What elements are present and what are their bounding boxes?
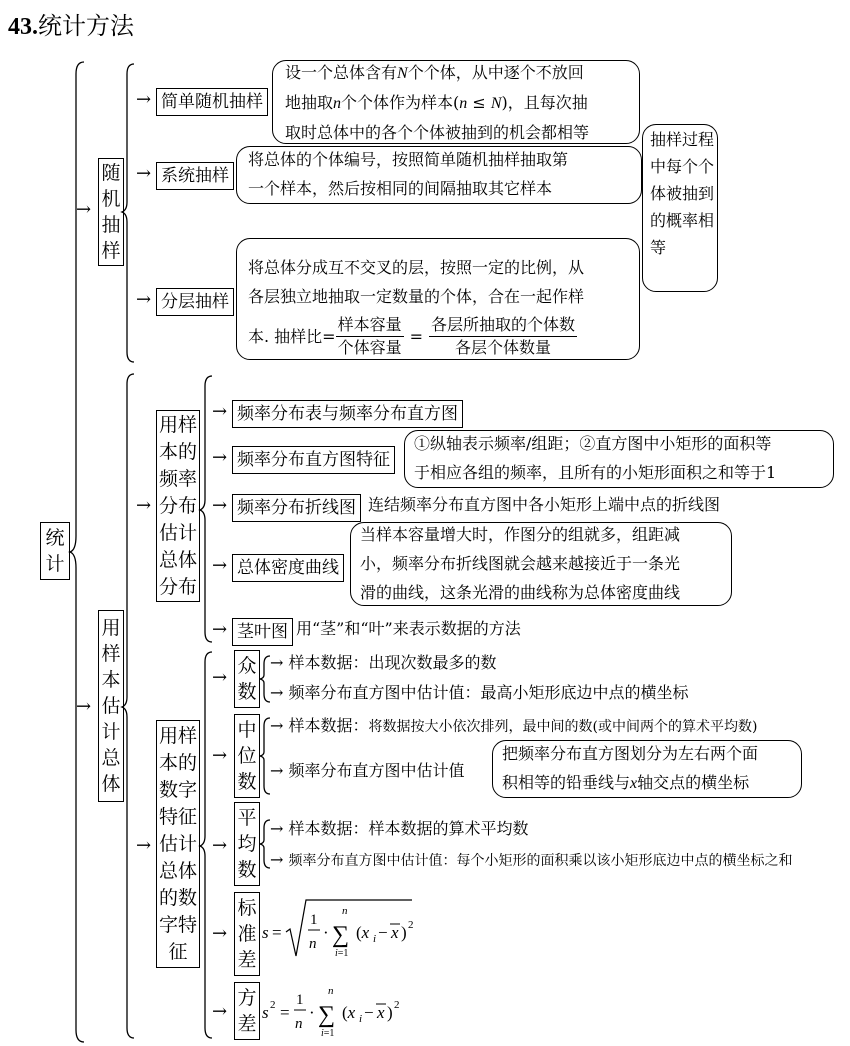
svg-text:2: 2: [408, 919, 414, 931]
std-formula: [260, 894, 420, 968]
svg-text:i: i: [359, 1013, 363, 1025]
median-hist: → 频率分布直方图中估计值: [270, 761, 465, 780]
svg-text:=: =: [280, 1003, 290, 1022]
ratio-eq: =: [409, 327, 424, 346]
arrow-dist-5: →: [212, 619, 228, 640]
median-sample: → 样本数据：将数据按大小依次排列，最中间的数(或中间两个的算术平均数): [270, 716, 758, 735]
mean-hist: → 频率分布直方图中估计值：每个小矩形的面积乘以该小矩形底边中点的横坐标之和: [270, 850, 793, 869]
arrow-sampling: →: [76, 199, 92, 220]
std-box: 标准差: [234, 892, 260, 976]
histogram-features-desc: [414, 429, 776, 487]
sampling-note: 抽样过程中每个个体被抽到的概率相等: [650, 130, 715, 257]
method-simple-desc: [285, 58, 589, 147]
arrow-method-1: →: [136, 89, 152, 110]
arrow-dist-3: →: [212, 495, 228, 516]
mean-box: 平均数: [234, 802, 260, 886]
density-line-2: 小，频率分布折线图就会越来越接近于一条光: [360, 554, 681, 573]
sampling-box: 随机抽样: [98, 158, 124, 266]
arrow-var: →: [212, 1001, 228, 1022]
freq-polygon: 频率分布折线图: [232, 494, 361, 522]
ratio-prefix: 本. 抽样比=: [248, 327, 336, 346]
freq-polygon-desc: 连结频率分布直方图中各小矩形上端中点的折线图: [368, 495, 721, 514]
arrow-estimate: →: [76, 696, 92, 717]
method-systematic: 系统抽样: [156, 162, 234, 190]
mean-sample: → 样本数据：样本数据的算术平均数: [270, 819, 529, 838]
median-box: 中位数: [234, 714, 260, 798]
page-title: 43.统计方法: [8, 12, 134, 40]
density-line-1: 当样本容量增大时，作图分的组就多，组距减: [360, 525, 681, 544]
svg-text:n: n: [309, 936, 317, 952]
svg-text:(x: (x: [342, 1003, 356, 1022]
svg-text:): ): [401, 923, 407, 942]
svg-text:2: 2: [270, 999, 276, 1011]
estimate-brace: [122, 372, 136, 1042]
median-hist-line-2: 积相等的铅垂线与x轴交点的横坐标: [502, 773, 750, 792]
arrow-std: →: [212, 923, 228, 944]
svg-text:): ): [387, 1003, 393, 1022]
hist-feature-line-1: ①纵轴表示频率/组距；②直方图中小矩形的面积等: [414, 434, 772, 453]
hist-feature-line-2: 于相应各组的频率，且所有的小矩形面积之和等于1: [414, 463, 777, 482]
ratio-fraction-1: $\frac{\text{样本容量}}{\text{个体容量}}$: [337, 315, 402, 357]
var-formula: [260, 980, 410, 1044]
svg-text:2: 2: [394, 999, 400, 1011]
arrow-method-3: →: [136, 289, 152, 310]
method-stratified: 分层抽样: [156, 288, 234, 316]
svg-text:1: 1: [296, 992, 304, 1008]
var-box: 方差: [234, 982, 260, 1040]
stratified-ratio: [248, 314, 577, 359]
estimate-box: 用样本估计总体: [98, 610, 124, 802]
svg-text:i: i: [373, 933, 377, 945]
ratio-fraction-2: $\frac{\text{各层所抽取的个体数}}{\text{各层个体数量}}$: [431, 315, 576, 357]
density-curve: 总体密度曲线: [232, 554, 344, 582]
root-box: 统计: [40, 522, 70, 580]
svg-text:i=1: i=1: [335, 948, 349, 959]
method-stratified-desc: [248, 253, 584, 311]
mode-box: 众数: [234, 650, 260, 708]
svg-text:x: x: [377, 1003, 385, 1022]
median-sample-detail: 将数据按大小依次排列，最中间的数(或中间两个的算术平均数): [368, 719, 758, 735]
svg-text:∑: ∑: [332, 922, 350, 948]
stem-leaf-desc: 用“茎”和“叶”来表示数据的方法: [296, 619, 521, 638]
arrow-mean: →: [212, 835, 228, 856]
svg-text:(x: (x: [356, 923, 370, 942]
mode-hist: → 频率分布直方图中估计值：最高小矩形底边中点的横坐标: [270, 683, 689, 702]
density-line-3: 滑的曲线，这条光滑的曲线称为总体密度曲线: [360, 583, 681, 602]
svg-text:∑: ∑: [318, 1002, 336, 1028]
method-systematic-desc: [248, 145, 568, 203]
svg-text:·: ·: [323, 923, 329, 942]
arrow-mode: →: [212, 667, 228, 688]
arrow-method-2: →: [136, 163, 152, 184]
svg-text:1: 1: [310, 912, 318, 928]
histogram-features: 频率分布直方图特征: [232, 446, 395, 474]
simple-line-2: 地抽取n个个体作为样本(n ≤ N)，且每次抽: [285, 93, 588, 112]
svg-text:−: −: [378, 923, 388, 942]
density-curve-desc: [360, 520, 680, 607]
stratified-line-2: 各层独立地抽取一定数量的个体，合在一起作样: [248, 287, 585, 306]
freq-table-histogram: 频率分布表与频率分布直方图: [232, 400, 463, 428]
arrow-median: →: [212, 745, 228, 766]
svg-text:=: =: [272, 923, 282, 942]
svg-text:−: −: [364, 1003, 374, 1022]
arrow-dist-1: →: [212, 401, 228, 422]
arrow-distribution: →: [136, 495, 152, 516]
method-simple-random: 简单随机抽样: [156, 88, 268, 116]
arrow-dist-2: →: [212, 447, 228, 468]
sampling-brace: [122, 62, 136, 366]
systematic-line-2: 一个样本，然后按相同的间隔抽取其它样本: [248, 179, 553, 198]
arrow-dist-4: →: [212, 555, 228, 576]
arrow-features: →: [136, 835, 152, 856]
median-hist-desc: [502, 739, 758, 798]
svg-text:n: n: [328, 985, 334, 997]
stem-leaf: 茎叶图: [232, 618, 293, 646]
svg-text:n: n: [295, 1016, 303, 1032]
simple-line-1: 设一个总体含有N个个体，从中逐个不放回: [285, 63, 584, 82]
features-box: 用样本的数字特征估计总体的数字特征: [156, 720, 200, 968]
distribution-box: 用样本的频率分布估计总体分布: [156, 410, 200, 602]
svg-text:x: x: [391, 923, 399, 942]
median-hist-line-1: 把频率分布直方图划分为左右两个面: [502, 744, 759, 763]
svg-text:n: n: [342, 905, 348, 917]
svg-text:·: ·: [309, 1003, 315, 1022]
simple-line-3: 取时总体中的各个个体被抽到的机会都相等: [285, 123, 590, 142]
svg-text:s: s: [262, 1003, 269, 1022]
mode-sample: → 样本数据：出现次数最多的数: [270, 653, 497, 672]
stratified-line-1: 将总体分成互不交叉的层，按照一定的比例，从: [248, 258, 585, 277]
svg-text:i=1: i=1: [321, 1028, 335, 1039]
svg-text:s: s: [262, 923, 269, 942]
systematic-line-1: 将总体的个体编号，按照简单随机抽样抽取第: [248, 150, 569, 169]
